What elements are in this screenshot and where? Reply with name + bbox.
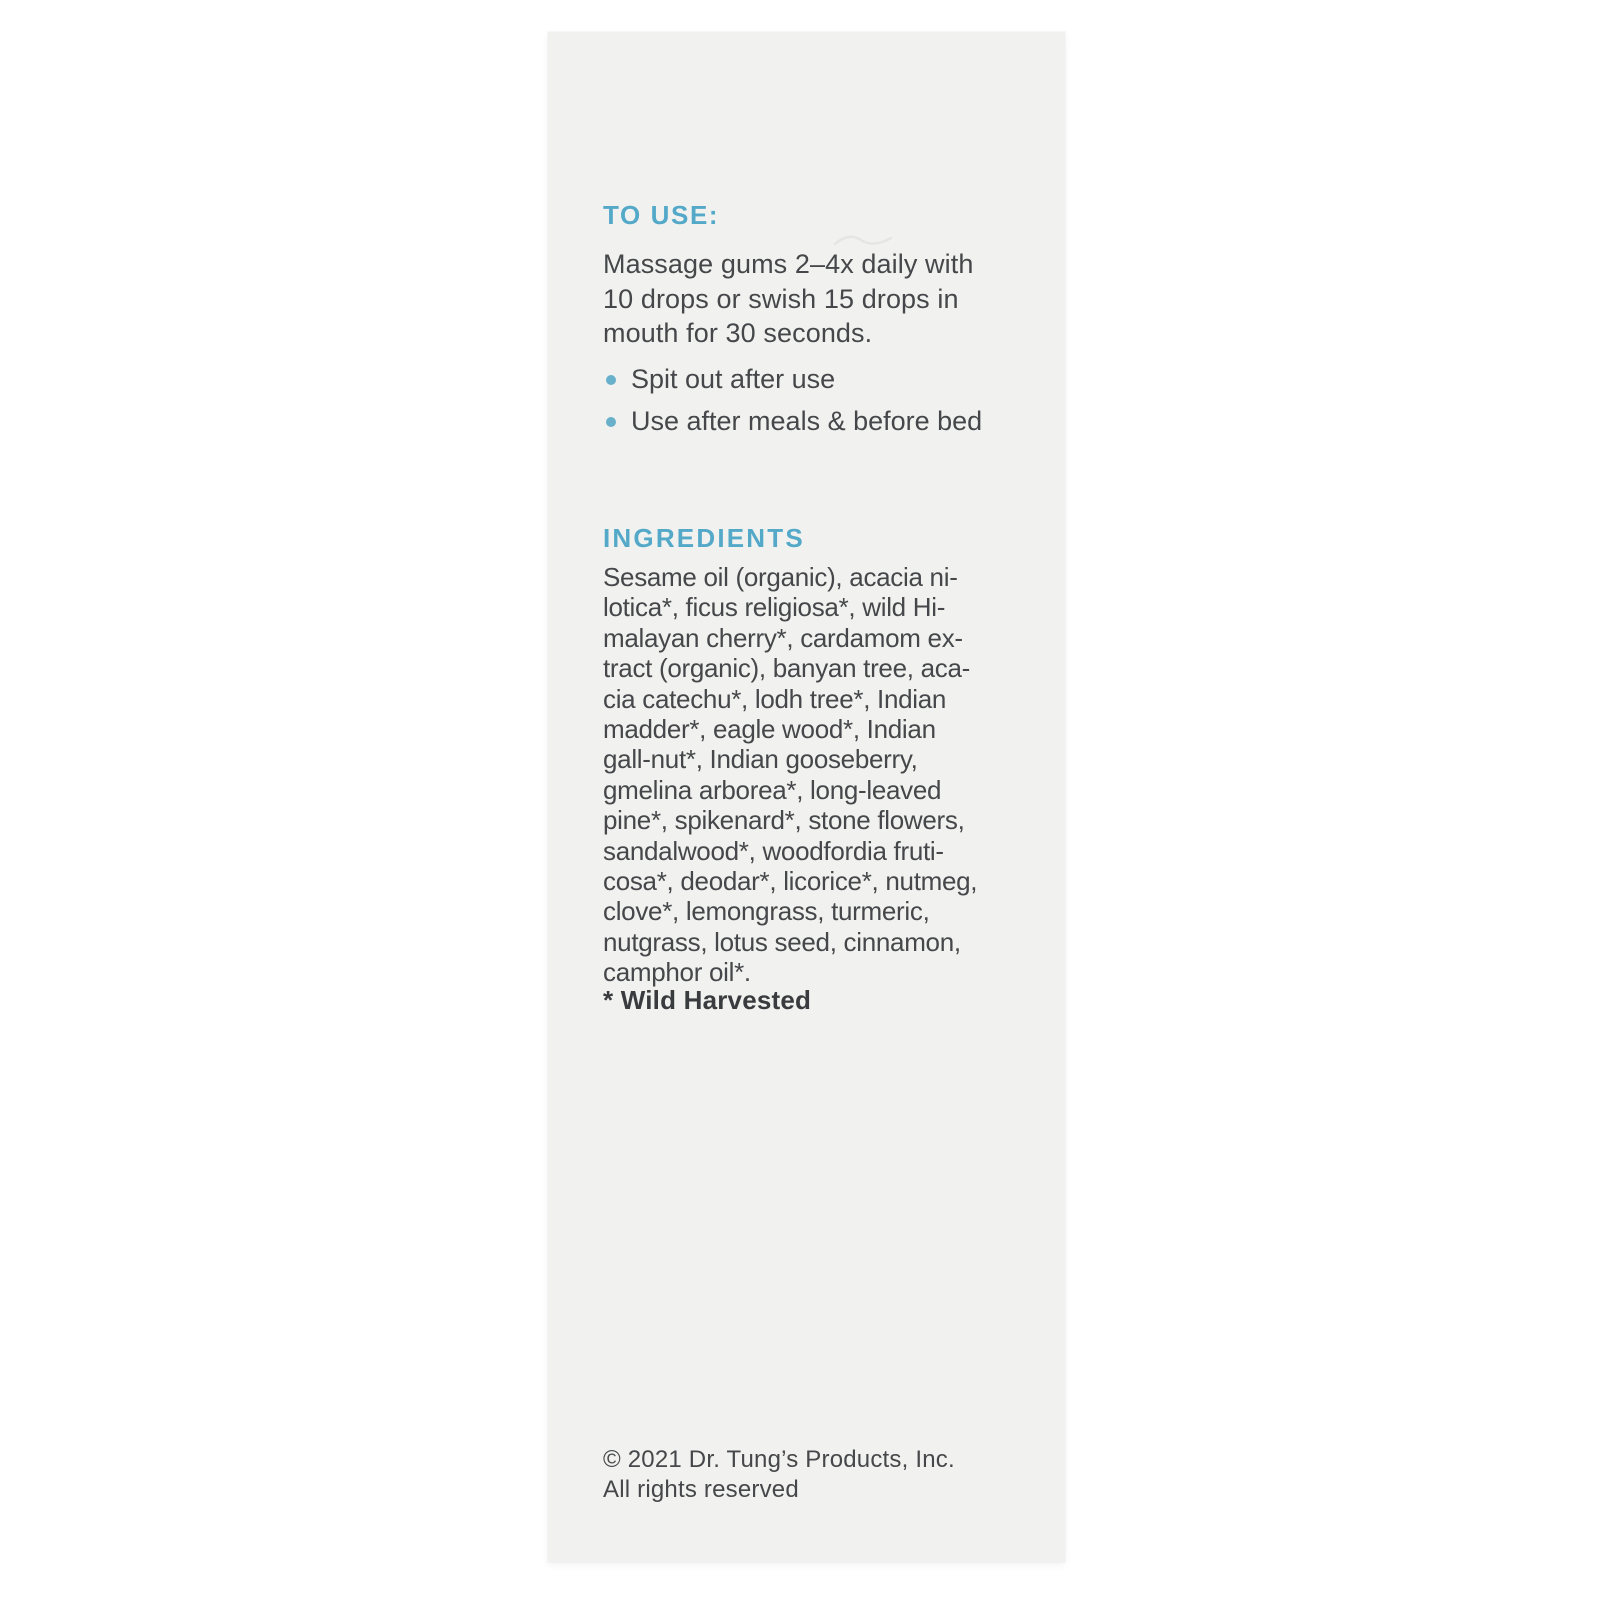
ingredients-line: pine*, spikenard*, stone flowers, [603, 805, 965, 836]
copyright-line: © 2021 Dr. Tung’s Products, Inc. [603, 1446, 955, 1473]
usage-bullet-list [603, 362, 982, 446]
ingredients-line: sandalwood*, woodfordia fruti- [603, 835, 944, 866]
ingredients-heading: INGREDIENTS [603, 523, 805, 553]
wild-harvested-note: * Wild Harvested [603, 985, 812, 1015]
bullet-dot-icon [606, 375, 616, 385]
ingredients-line: clove*, lemongrass, turmeric, [603, 896, 930, 927]
ingredients-line: Sesame oil (organic), acacia ni- [603, 562, 958, 592]
bullet-text: Use after meals & before bed [631, 406, 983, 436]
ingredients-line: malayan cherry*, cardamom ex- [603, 622, 963, 653]
ingredients-line: madder*, eagle wood*, Indian [603, 714, 936, 745]
ingredients-line: camphor oil*. [603, 957, 751, 988]
copyright-line: All rights reserved [603, 1476, 799, 1503]
ingredients-line: tract (organic), banyan tree, aca- [603, 653, 970, 684]
ingredients-line: nutgrass, lotus seed, cinnamon, [603, 926, 961, 957]
bullet-dot-icon [606, 417, 616, 427]
to-use-heading: TO USE: [603, 200, 720, 230]
ingredients-list-text [603, 562, 977, 988]
ingredients-line: gall-nut*, Indian gooseberry, [603, 744, 918, 775]
usage-instructions [603, 247, 973, 351]
copyright-block [603, 1445, 955, 1505]
usage-line: 10 drops or swish 15 drops in [603, 283, 959, 314]
bullet-text: Spit out after use [631, 364, 836, 394]
ingredients-line: lotica*, ficus religiosa*, wild Hi- [603, 592, 946, 623]
usage-bullet-item [603, 362, 982, 396]
ingredients-line: gmelina arborea*, long-leaved [603, 774, 942, 805]
ingredients-line: cia catechu*, lodh tree*, Indian [603, 683, 947, 714]
usage-line: mouth for 30 seconds. [603, 318, 873, 348]
usage-bullet-item [603, 404, 982, 438]
ingredients-line: cosa*, deodar*, licorice*, nutmeg, [603, 866, 978, 897]
usage-line: Massage gums 2–4x daily with [603, 249, 974, 279]
package-side-panel [548, 32, 1065, 1562]
